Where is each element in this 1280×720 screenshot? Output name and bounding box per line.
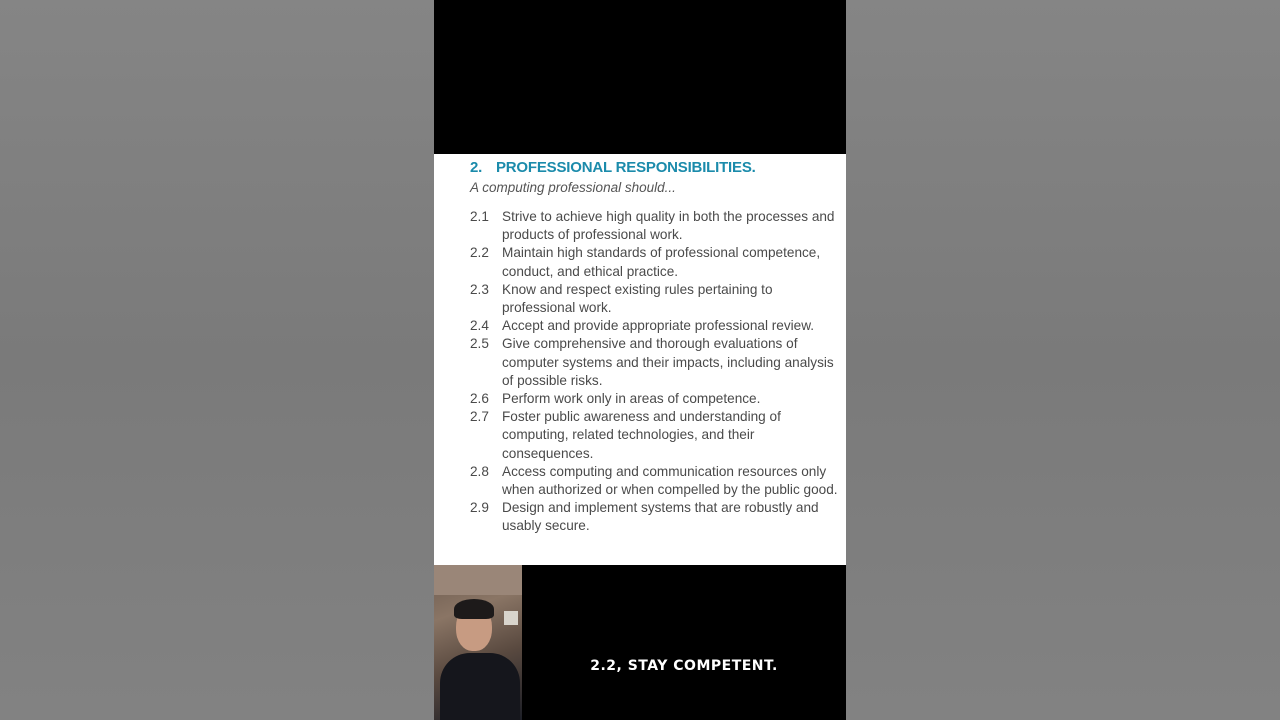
list-item [470, 335, 842, 390]
list-item [470, 281, 842, 317]
item-number: 2.2 [470, 245, 489, 261]
video-caption: 2.2, STAY COMPETENT. [590, 658, 778, 674]
item-text: Strive to achieve high quality in both the processes and products of professional work. [502, 209, 835, 243]
item-number: 2.8 [470, 463, 489, 479]
item-text: Design and implement systems that are robustly and usably secure. [502, 500, 819, 534]
webcam-picture-frame [504, 611, 518, 625]
document-slide [434, 154, 846, 565]
item-number: 2.4 [470, 318, 489, 334]
blurred-background-right [846, 0, 1280, 720]
item-number: 2.7 [470, 409, 489, 425]
item-number: 2.6 [470, 391, 489, 407]
item-text: Access computing and communication resources only when authorized or when compelled by the public good. [502, 463, 838, 498]
item-number: 2.5 [470, 336, 489, 352]
responsibility-list [470, 208, 842, 536]
section-subtitle: A computing professional should... [470, 180, 676, 195]
item-text: Perform work only in areas of competence. [502, 391, 761, 407]
item-text: Give comprehensive and thorough evaluations of computer systems and their impacts, including analysis of possible risks. [502, 336, 834, 388]
blurred-background-left [0, 0, 434, 720]
video-player[interactable] [434, 0, 846, 720]
webcam-wall [434, 565, 522, 595]
item-text: Know and respect existing rules pertaining to professional work. [502, 281, 773, 316]
item-number: 2.3 [470, 281, 489, 297]
list-item [470, 390, 842, 408]
list-item [470, 244, 842, 280]
list-item [470, 208, 842, 244]
webcam-overlay [434, 565, 522, 720]
item-text: Maintain high standards of professional competence, conduct, and ethical practice. [502, 245, 821, 279]
list-item [470, 463, 842, 499]
webcam-person-body [440, 653, 520, 720]
list-item [470, 499, 842, 535]
item-text: Accept and provide appropriate professional review. [502, 318, 815, 334]
list-item [470, 317, 842, 335]
item-number: 2.9 [470, 500, 489, 516]
section-number: 2. [470, 159, 483, 176]
section-title: PROFESSIONAL RESPONSIBILITIES. [496, 159, 756, 176]
item-number: 2.1 [470, 209, 489, 224]
webcam-person-hair [454, 599, 494, 619]
section-heading [470, 159, 756, 176]
list-item [470, 408, 842, 463]
item-text: Foster public awareness and understanding of computing, related technologies, and their consequences. [502, 409, 781, 461]
